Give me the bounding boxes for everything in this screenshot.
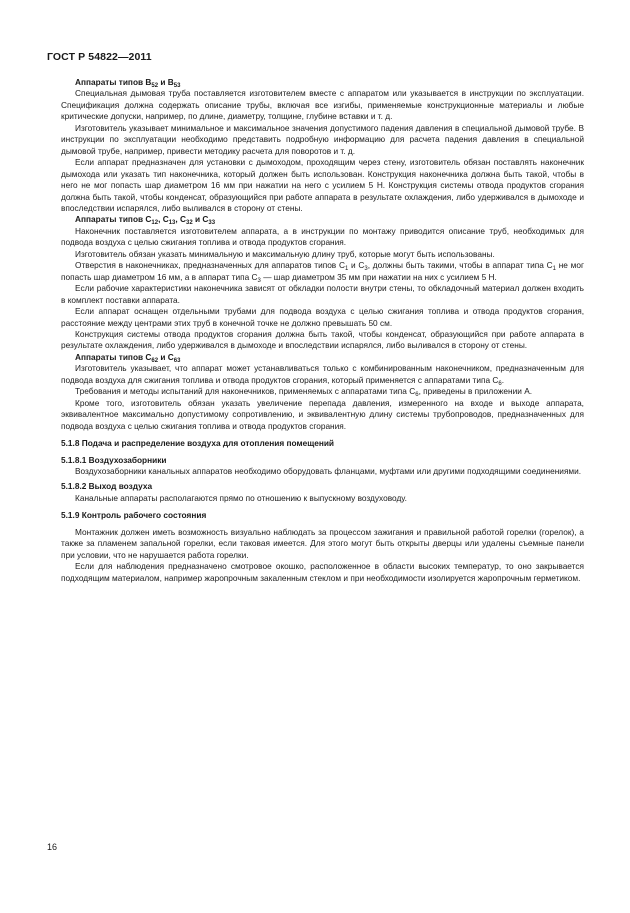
paragraph: Изготовитель обязан указать минимальную и максимальную длину труб, которые могут быть использованы. [75, 248, 495, 259]
paragraph: Воздухозаборники канальных аппаратов необходимо оборудовать фланцами, муфтами или другими подходящими соединениями. [75, 465, 582, 476]
paragraph: Если аппарат предназначен для установки с дымоходом, проходящим через стену, изготовитель обязан поставлять наконечник дымохода или указать тип наконечника, который должен быть использован. Конструкция наконечника должна быть такой, чтобы в него не мог попасть шар диаметром 16 мм при нажатии на него с усилием 5 Н. Конструкция системы отвода продуктов сгорания должна быть такой, чтобы конденсат, образующийся при работе аппарата в результате охлаждения, либо удерживался в дымоходе и впоследствии испарялся, либо выливался в сторону от стены. [61, 157, 584, 213]
subscript: 6 [498, 380, 502, 387]
paragraph: Наконечник поставляется изготовителем аппарата, а в инструкции по монтажу приводится описание труб, необходимых для подвода воздуха с целью сжигания топлива и отвода продуктов сгорания. [61, 225, 584, 248]
paragraph: Специальная дымовая труба поставляется изготовителем вместе с аппаратом или указывается в инструкции по эксплуатации. Спецификация должна содержать описание трубы, включая все изгибы, применяемые конструкционные материалы и любые критические допуски, например, по длине, диаметру, толщине, глубине вставки и т. д. [61, 88, 584, 122]
subscript: 53 [173, 83, 181, 89]
subsection-heading: Аппараты типов $C_{12}$, $C_{13}$, $C_{32}$ и $C_{33}$ [75, 214, 216, 227]
paragraph: Канальные аппараты располагаются прямо по отношению к выпускному воздуховоду. [75, 492, 407, 503]
section-heading: 5.1.9 Контроль рабочего состояния [61, 510, 207, 521]
section-heading: 5.1.8 Подача и распределение воздуха для отопления помещений [61, 438, 335, 449]
clause-heading: 5.1.8.1 Воздухозаборники [61, 454, 167, 465]
subscript: 63 [173, 357, 181, 364]
paragraph: Если аппарат оснащен отдельными трубами для подвода воздуха с целью сжигания топлива и отвода продуктов сгорания, расстояние между центрами этих труб в конечной точке не должно превышать 50 см. [61, 306, 584, 328]
paragraph: Изготовитель указывает, что аппарат может устанавливаться только с комбинированным наконечником, предназначенным для подвода воздуха для сжигания топлива и отвода продуктов сгорания, который применяется с аппаратами типа $C_6$. [61, 363, 584, 387]
subscript: 3 [364, 266, 368, 273]
paragraph: Отверстия в наконечниках, предназначенных для аппаратов типов $C_1$ и $C_3$, должны быть такими, чтобы в аппарат типа $C_1$ не мог попасть шар диаметром 16 мм, а в аппарат типа $C_3$ — шар диаметром 35 мм при нажатии на них с усилием 5 Н. [61, 260, 584, 284]
subsection-heading: Аппараты типов $B_{52}$ и $B_{53}$ [75, 77, 181, 89]
paragraph: Если рабочие характеристики наконечника зависят от обкладки полости внутри стены, то обкладочный материал должен входить в комплект поставки аппарата. [61, 283, 584, 305]
subscript: 62 [151, 357, 159, 364]
subscript: 52 [151, 83, 159, 89]
subscript: 13 [168, 220, 176, 227]
subscript: 1 [344, 266, 349, 273]
page-number: 16 [47, 842, 58, 852]
subscript: 32 [186, 220, 193, 227]
document-header: ГОСТ Р 54822—2011 [47, 51, 152, 63]
paragraph: Если для наблюдения предназначено смотровое окошко, расположенное в области высоких температур, то оно закрывается подходящим материалом, например жаропрочным закаленным стеклом и при необходимости изолируется жаропрочным герметиком. [61, 561, 584, 583]
paragraph: Кроме того, изготовитель обязан указать увеличение перепада давления, измеренного на входе и выходе аппарата, эквивалентное максимально допустимому сопротивлению, и эквивалентную длину системы трубопроводов, предназначенных для подвода воздуха с целью сжигания топлива и отвода продуктов сгорания. [61, 397, 584, 431]
subscript: 6 [415, 392, 419, 399]
clause-heading: 5.1.8.2 Выход воздуха [61, 481, 153, 492]
subscript: 1 [552, 266, 556, 273]
paragraph: Требования и методы испытаний для наконечников, применяемых с аппаратами типа $C_6$, приведены в приложении А. [75, 386, 533, 399]
subscript: 33 [208, 220, 216, 227]
paragraph: Монтажник должен иметь возможность визуально наблюдать за процессом зажигания и правильной работой горелки (горелок), а также за пламенем запальной горелки, если таковая имеется. Для этого могут быть открыты дверцы или удалены съемные панели при условии, что не нарушается работа горелки. [61, 526, 584, 560]
paragraph: Конструкция системы отвода продуктов сгорания должна быть такой, чтобы конденсат, образующийся при работе аппарата в результате охлаждения, либо удерживался в дымоходе и впоследствии испарялся, либо выливался в сторону от стены. [61, 328, 584, 351]
subsection-heading: Аппараты типов $C_{62}$ и $C_{63}$ [75, 351, 181, 364]
paragraph: Изготовитель указывает минимальное и максимальное значения допустимого падения давления в специальной дымовой трубе. В инструкции по эксплуатации необходимо представить подробную информацию для расчета падения давления в специальной дымовой трубе, например, привести методику расчета для поворотов и т. д. [61, 122, 584, 156]
document-body [61, 77, 584, 584]
subscript: 12 [151, 220, 159, 227]
subscript: 3 [257, 277, 261, 284]
